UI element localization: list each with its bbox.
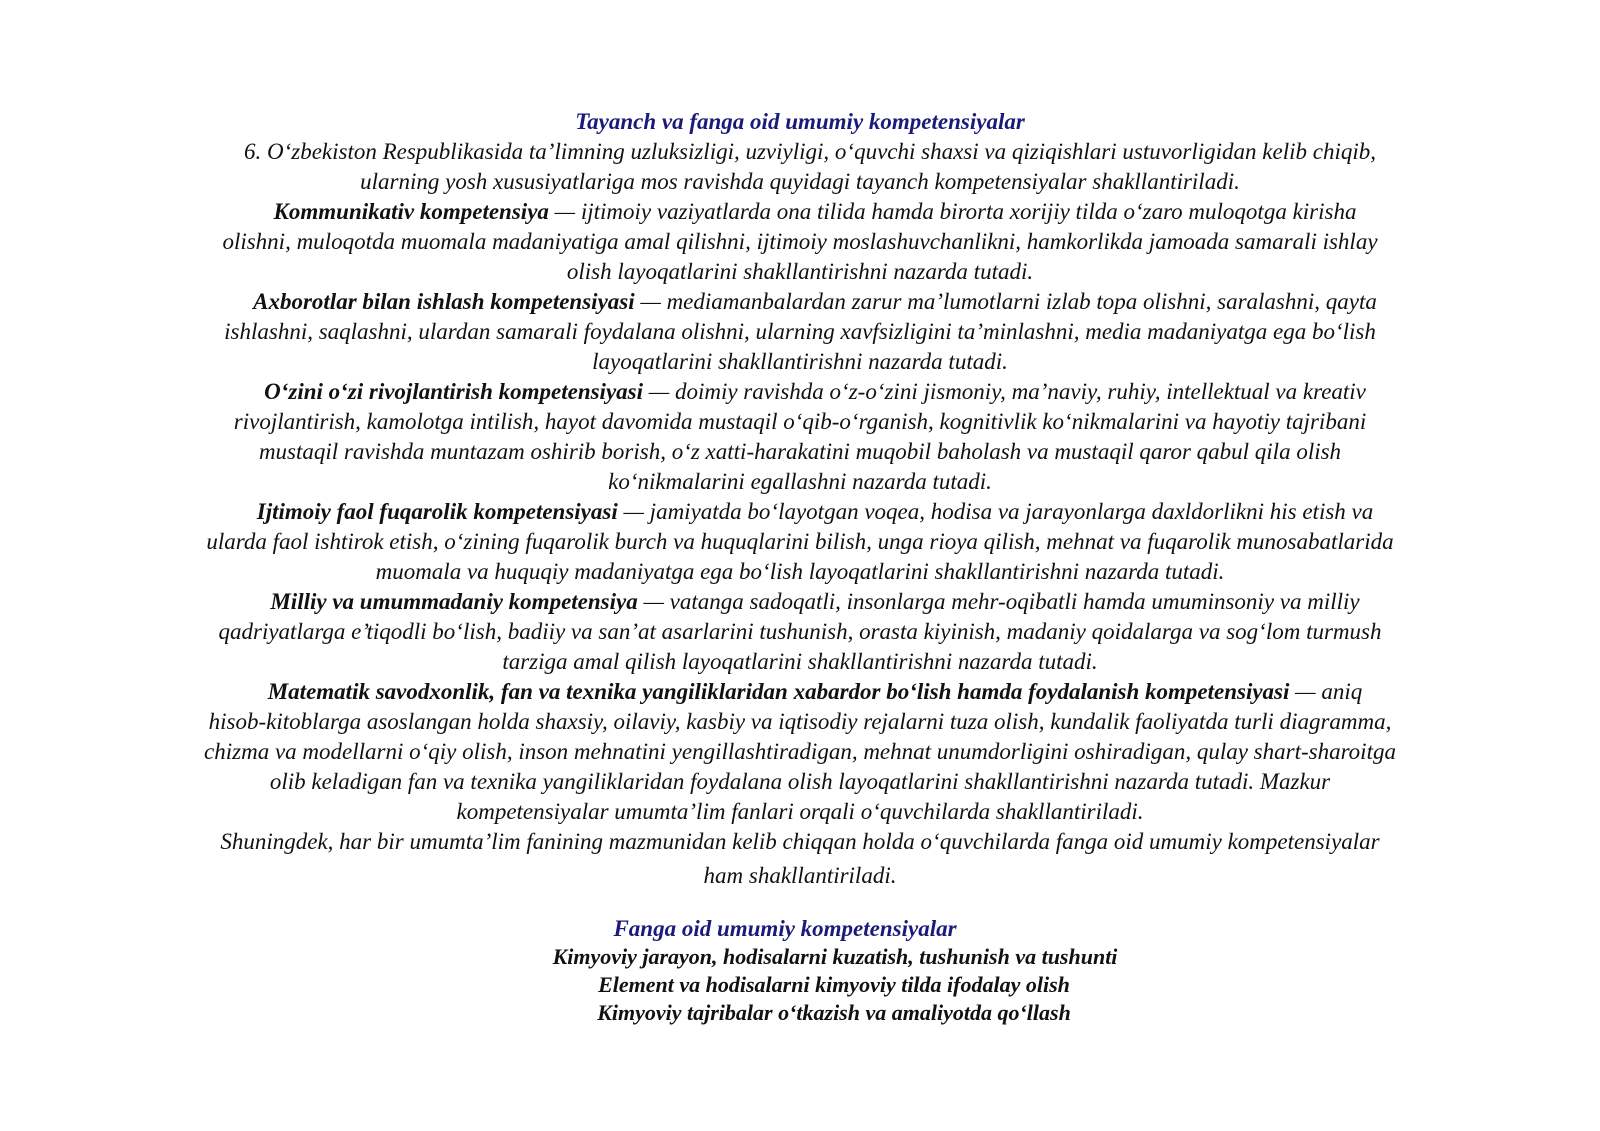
section-heading-tayanch: Tayanch va fanga oid umumiy kompetensiyalar [575,109,1025,134]
competency-line: olishni, muloqotda muomala madaniyatiga amal qilishni, ijtimoiy moslashuvchanlikni, hamkorlikda jamoada samarali ishlay [222,229,1378,254]
competency-description: — mediamanbalardan zarur ma’lumotlarni izlab topa olishni, saralashni, qayta [634,289,1377,314]
competency-line: tarziga amal qilish layoqatlarini shakllantirishni nazarda tutadi. [502,649,1098,674]
competency-term: O‘zini o‘zi rivojlantirish kompetensiyasi [264,379,643,404]
competency-line: qadriyatlarga e’tiqodli bo‘lish, badiiy va san’at asarlarini tushunish, orasta kiyinish, madaniy qoidalarga va sog‘lom turmush [218,619,1382,644]
competency-line: rivojlantirish, kamolotga intilish, hayot davomida mustaqil o‘qib-o‘rganish, kognitivlik ko‘nikmalarini va hayotiy tajribani [233,409,1367,434]
competency-term: Matematik savodxonlik, fan va texnika yangiliklaridan xabardor bo‘lish hamda foydalanish kompetensiyasi [267,679,1290,704]
competency-term: Milliy va umummadaniy kompetensiya [270,589,638,614]
competency-line: ishlashni, saqlashni, ulardan samarali foydalana olishni, ularning xavfsizligini ta’minlashni, media madaniyatga ega bo‘lish [224,319,1376,344]
competency-kommunikativ [15,197,1600,227]
intro-line-1: 6. O‘zbekiston Respublikasida ta’limning uzluksizligi, uzviyligi, o‘quvchi shaxsi va qiziqishlari ustuvorligidan kelib chiqib, [243,139,1376,164]
subject-competency-item: Kimyoviy jarayon, hodisalarni kuzatish, tushunish va tushunti [552,944,1118,969]
competency-line: mustaqil ravishda muntazam oshirib borish, o‘z xatti-harakatini muqobil baholash va mustaqil qaror qabul qila olish [258,439,1342,464]
competency-term: Axborotlar bilan ishlash kompetensiyasi [253,289,635,314]
competency-term: Ijtimoiy faol fuqarolik kompetensiyasi [256,499,618,524]
competency-description: — jamiyatda bo‘layotgan voqea, hodisa va jarayonlarga daxldorlikni his etish va [617,499,1374,524]
closing-line-1: Shuningdek, har bir umumta’lim fanining mazmunidan kelib chiqqan holda o‘quvchilarda fanga oid umumiy kompetensiyalar [220,829,1380,854]
competency-ijtimoiy-faol [15,497,1600,527]
competency-term: Kommunikativ kompetensiya [273,199,549,224]
competency-line: muomala va huquqiy madaniyatga ega bo‘lish layoqatlarini shakllantirishni nazarda tutadi. [375,559,1225,584]
competency-line: ko‘nikmalarini egallashni nazarda tutadi. [608,469,992,494]
competency-description: — vatanga sadoqatli, insonlarga mehr-oqibatli hamda umuminsoniy va milliy [637,589,1360,614]
competency-line: olib keladigan fan va texnika yangiliklaridan foydalana olish layoqatlarini shakllantirishni nazarda tutadi. Mazkur [269,769,1331,794]
section-heading-fanga-oid: Fanga oid umumiy kompetensiyalar [613,916,957,941]
subject-competency-item: Kimyoviy tajribalar o‘tkazish va amaliyotda qo‘llash [597,1000,1071,1025]
competency-matematik [15,677,1600,707]
competency-line: kompetensiyalar umumta’lim fanlari orqali o‘quvchilarda shakllantiriladi. [456,799,1144,824]
closing-line-2: ham shakllantiriladi. [703,863,897,888]
intro-line-2: ularning yosh xususiyatlariga mos ravishda quyidagi tayanch kompetensiyalar shakllantiriladi. [360,169,1240,194]
subject-competency-item: Element va hodisalarni kimyoviy tilda ifodalay olish [598,972,1070,997]
competency-milliy [15,587,1600,617]
competency-axborotlar [15,287,1600,317]
competency-line: hisob-kitoblarga asoslangan holda shaxsiy, oilaviy, kasbiy va iqtisodiy rejalarni tuza olish, kundalik faoliyatda turli diagramma, [208,709,1392,734]
competency-description: — aniq [1289,679,1363,704]
competency-description: — ijtimoiy vaziyatlarda ona tilida hamda birorta xorijiy tilda o‘zaro muloqotga kirisha [548,199,1357,224]
competency-ozini-rivojlantirish [15,377,1600,407]
competency-line: chizma va modellarni o‘qiy olish, inson mehnatini yengillashtiradigan, mehnat unumdorligini oshiradigan, qulay shart-sharoitga [204,739,1396,764]
competency-line: ularda faol ishtirok etish, o‘zining fuqarolik burch va huquqlarini bilish, unga rioya qilish, mehnat va fuqarolik munosabatlarida [206,529,1394,554]
competency-line: layoqatlarini shakllantirishni nazarda tutadi. [592,349,1008,374]
competency-line: olish layoqatlarini shakllantirishni nazarda tutadi. [566,259,1034,284]
competency-description: — doimiy ravishda o‘z-o‘zini jismoniy, ma’naviy, ruhiy, intellektual va kreativ [643,379,1366,404]
